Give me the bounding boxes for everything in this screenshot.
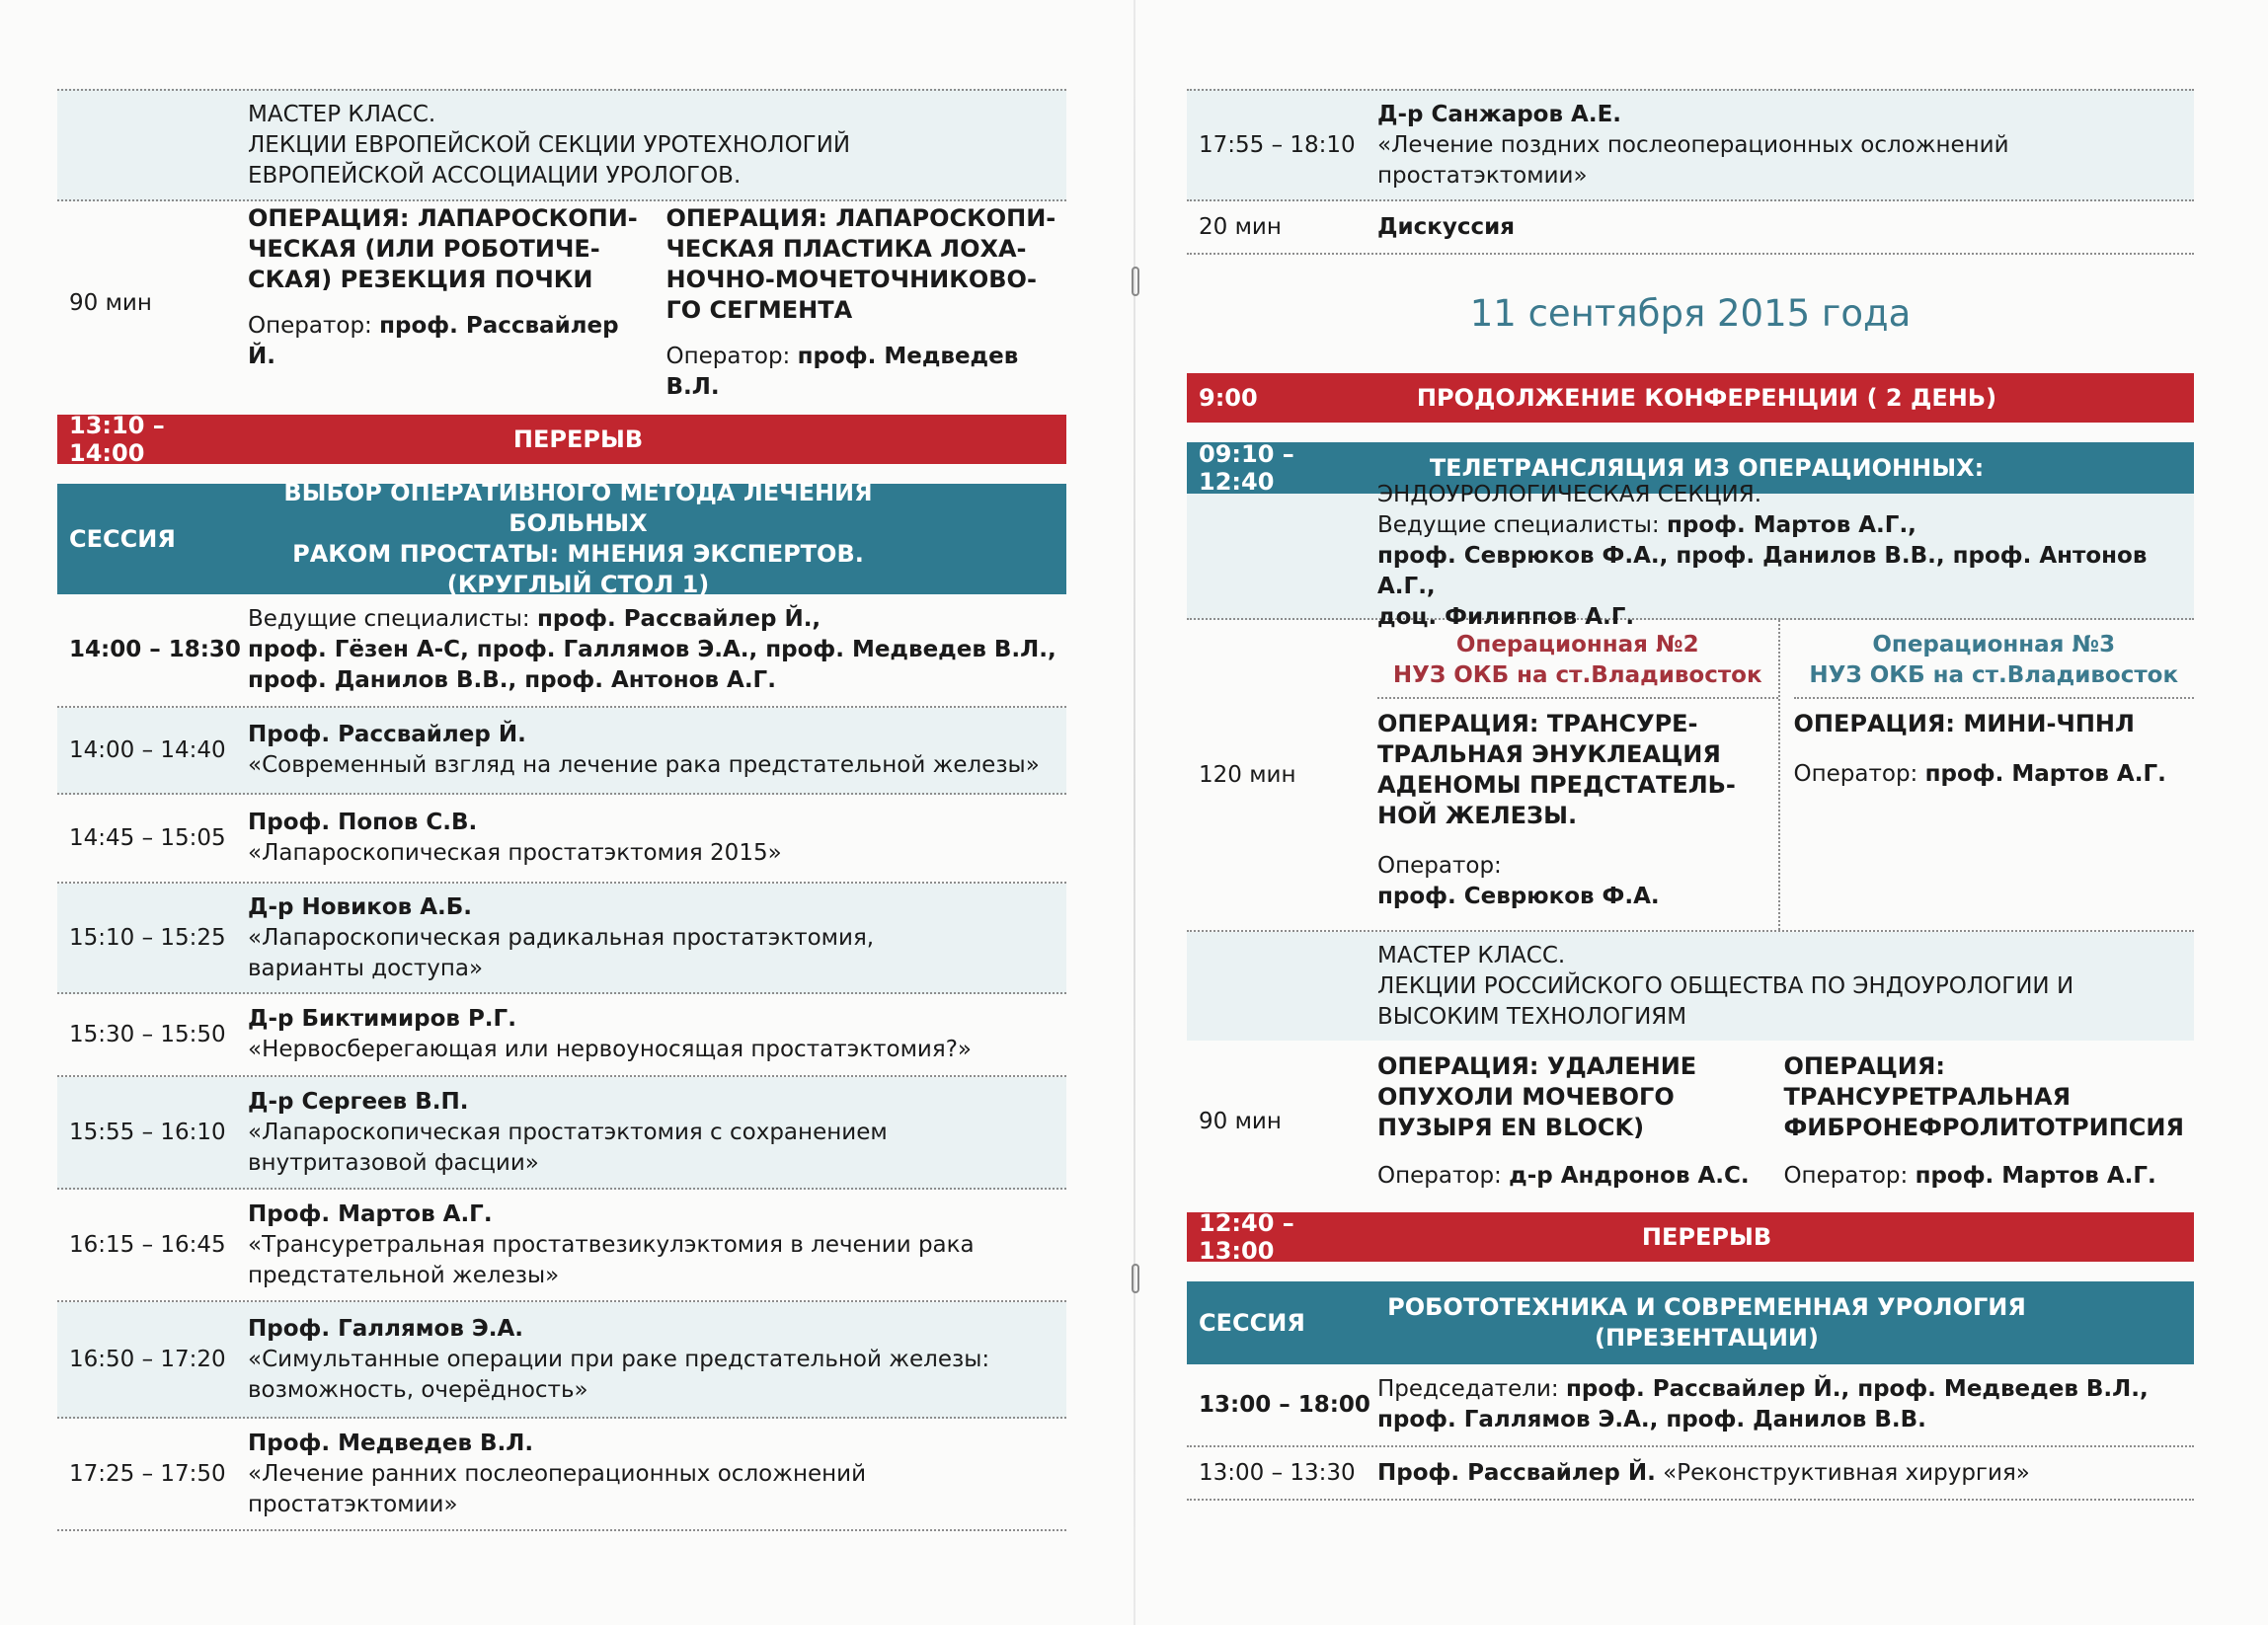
talk-row: 15:30 – 15:50 Д-р Биктимиров Р.Г. «Нервосберегающая или нервоуносящая простатэктомия?» bbox=[57, 994, 1066, 1077]
talk-row: 16:15 – 16:45 Проф. Мартов А.Г. «Трансуретральная простатвезикулэктомия в лечении рака предстательной железы» bbox=[57, 1190, 1066, 1302]
right-page bbox=[1187, 89, 2194, 1501]
leaders-row: 14:00 – 18:30 Ведущие специалисты: проф. Рассвайлер Й., проф. Гёзен А-С, проф. Галлямов Э.А., проф. Медведев В.Л., проф. Данилов В.В., проф. Антонов А.Г. bbox=[57, 594, 1066, 708]
time-label: 90 мин bbox=[69, 289, 152, 316]
section-row: ЭНДОУРОЛОГИЧЕСКАЯ СЕКЦИЯ. Ведущие специалисты: проф. Мартов А.Г., проф. Севрюков Ф.А., проф. Данилов В.В., проф. Антонов А.Г., доц. Филиппов А.Г. bbox=[1187, 494, 2194, 620]
talk-row: 16:50 – 17:20 Проф. Галлямов Э.А. «Симультанные операции при раке предстательной железы: возможность, очерёдность» bbox=[57, 1302, 1066, 1419]
talk-row: 17:25 – 17:50 Проф. Медведев В.Л. «Лечение ранних послеоперационных осложнений простатэктомии» bbox=[57, 1419, 1066, 1531]
operator: Оператор: проф. Рассвайлер Й. bbox=[248, 313, 619, 369]
operation-block: ОПЕРАЦИЯ: УДАЛЕНИЕ ОПУХОЛИ МОЧЕВОГО ПУЗЫРЯ EN BLOCK) Оператор: д-р Андронов А.С. bbox=[1377, 1052, 1750, 1189]
operation-block: ОПЕРАЦИЯ: ЛАПАРОСКОПИ- ЧЕСКАЯ ПЛАСТИКА ЛОХА- НОЧНО-МОЧЕТОЧНИКОВО- ГО СЕГМЕНТА Оператор: проф. Медведев В.Л. bbox=[666, 203, 1057, 403]
master-class-row bbox=[57, 89, 1066, 201]
operation-block: ОПЕРАЦИЯ: ТРАНСУРЕТРАЛЬНАЯ ФИБРОНЕФРОЛИТОТРИПСИЯ Оператор: проф. Мартов А.Г. bbox=[1783, 1052, 2184, 1189]
session-band: СЕССИЯ ВЫБОР ОПЕРАТИВНОГО МЕТОДА ЛЕЧЕНИЯ БОЛЬНЫХ РАКОМ ПРОСТАТЫ: МНЕНИЯ ЭКСПЕРТОВ. (КРУГЛЫЙ СТОЛ 1) bbox=[57, 484, 1066, 594]
operating-room-2: Операционная №2 НУЗ ОКБ на ст.Владивосток ОПЕРАЦИЯ: ТРАНСУРЕ- ТРАЛЬНАЯ ЭНУКЛЕАЦИЯ АДЕНОМЫ ПРЕДСТАТЕЛЬ- НОЙ ЖЕЛЕЗЫ. Оператор: проф. Севрюков Ф.А. bbox=[1377, 620, 1778, 930]
session-title: ВЫБОР ОПЕРАТИВНОГО МЕТОДА ЛЕЧЕНИЯ БОЛЬНЫХ РАКОМ ПРОСТАТЫ: МНЕНИЯ ЭКСПЕРТОВ. (КРУГЛЫЙ СТОЛ 1) bbox=[283, 479, 873, 598]
operations-row: 90 мин ОПЕРАЦИЯ: УДАЛЕНИЕ ОПУХОЛИ МОЧЕВОГО ПУЗЫРЯ EN BLOCK) Оператор: д-р Андронов А.С. ОПЕРАЦИЯ: ТРАНСУРЕТРАЛЬНАЯ ФИБРОНЕФРОЛИТОТРИПСИЯ Оператор: проф. Мартов А.Г. bbox=[1187, 1041, 2194, 1202]
operation-block: ОПЕРАЦИЯ: ЛАПАРОСКОПИ- ЧЕСКАЯ (ИЛИ РОБОТИЧЕ- СКАЯ) РЕЗЕКЦИЯ ПОЧКИ Оператор: проф. Рассвайлер Й. bbox=[248, 203, 639, 403]
chairs-row: 13:00 – 18:00 Председатели: проф. Рассвайлер Й., проф. Медведев В.Л., проф. Галлямов Э.А., проф. Данилов В.В. bbox=[1187, 1364, 2194, 1447]
break-band: 12:40 – 13:00 ПЕРЕРЫВ bbox=[1187, 1212, 2194, 1262]
operations-row bbox=[57, 201, 1066, 405]
talk-row: 13:00 – 13:30 Проф. Рассвайлер Й. «Реконструктивная хирургия» bbox=[1187, 1447, 2194, 1501]
continue-band: 9:00 ПРОДОЛЖЕНИЕ КОНФЕРЕНЦИИ ( 2 ДЕНЬ) bbox=[1187, 373, 2194, 423]
date-heading: 11 сентября 2015 года bbox=[1469, 292, 1912, 335]
operations-row: 120 мин Операционная №2 НУЗ ОКБ на ст.Владивосток ОПЕРАЦИЯ: ТРАНСУРЕ- ТРАЛЬНАЯ ЭНУКЛЕАЦИЯ АДЕНОМЫ ПРЕДСТАТЕЛЬ- НОЙ ЖЕЛЕЗЫ. Оператор: проф. Севрюков Ф.А. Операционная №3 НУЗ ОКБ на ст.Владивосток ОПЕРАЦИЯ: МИНИ-ЧПНЛ Оператор: проф. Мартов А.Г. bbox=[1187, 620, 2194, 932]
staple-mark bbox=[1132, 267, 1139, 296]
talk-row: 14:45 – 15:05 Проф. Попов С.В. «Лапароскопическая простатэктомия 2015» bbox=[57, 795, 1066, 884]
talk-row: 14:00 – 14:40 Проф. Рассвайлер Й. «Современный взгляд на лечение рака предстательной железы» bbox=[57, 708, 1066, 795]
break-band: 13:10 – 14:00 ПЕРЕРЫВ bbox=[57, 415, 1066, 464]
operator: Оператор: проф. Медведев В.Л. bbox=[665, 344, 1019, 400]
master-class-text: МАСТЕР КЛАСС. ЛЕКЦИИ ЕВРОПЕЙСКОЙ СЕКЦИИ УРОТЕХНОЛОГИЙ ЕВРОПЕЙСКОЙ АССОЦИАЦИИ УРОЛОГОВ. bbox=[248, 101, 851, 189]
talk-row: 17:55 – 18:10 Д-р Санжаров А.Е. «Лечение поздних послеоперационных осложнений простатэктомии» bbox=[1187, 89, 2194, 201]
master-class-row: МАСТЕР КЛАСС. ЛЕКЦИИ РОССИЙСКОГО ОБЩЕСТВА ПО ЭНДОУРОЛОГИИ И ВЫСОКИМ ТЕХНОЛОГИЯМ bbox=[1187, 932, 2194, 1041]
session-band: СЕССИЯ РОБОТОТЕХНИКА И СОВРЕМЕННАЯ УРОЛОГИЯ (ПРЕЗЕНТАЦИИ) bbox=[1187, 1281, 2194, 1364]
operating-room-3: Операционная №3 НУЗ ОКБ на ст.Владивосток ОПЕРАЦИЯ: МИНИ-ЧПНЛ Оператор: проф. Мартов А.Г. bbox=[1778, 620, 2195, 930]
talk-row: 15:55 – 16:10 Д-р Сергеев В.П. «Лапароскопическая простатэктомия с сохранением внутритазовой фасции» bbox=[57, 1077, 1066, 1190]
telecast-band: 09:10 – 12:40 ТЕЛЕТРАНСЛЯЦИЯ ИЗ ОПЕРАЦИОННЫХ: bbox=[1187, 442, 2194, 494]
page-gutter bbox=[1134, 0, 1135, 1625]
left-page bbox=[57, 89, 1066, 1531]
staple-mark bbox=[1132, 1264, 1139, 1293]
talk-row: 15:10 – 15:25 Д-р Новиков А.Б. «Лапароскопическая радикальная простатэктомия, варианты доступа» bbox=[57, 884, 1066, 994]
discussion-row: 20 мин Дискуссия bbox=[1187, 201, 2194, 255]
